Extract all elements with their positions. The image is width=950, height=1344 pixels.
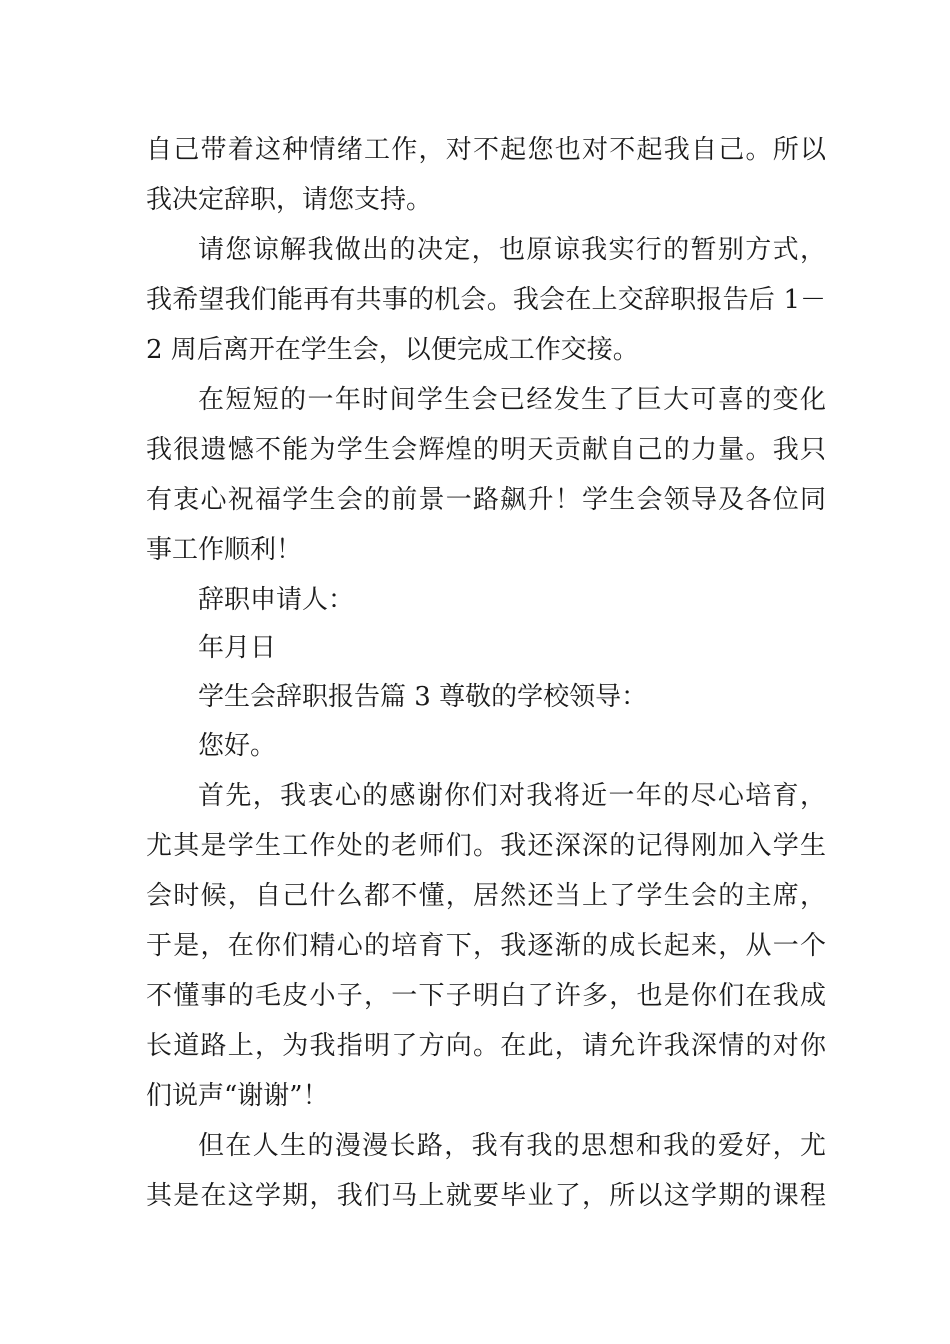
text-line: 有衷心祝福学生会的前景一路飙升！学生会领导及各位同	[146, 485, 826, 515]
text-line: 长道路上，为我指明了方向。在此，请允许我深情的对你	[146, 1031, 826, 1061]
text-line: 其是在这学期，我们马上就要毕业了，所以这学期的课程	[146, 1181, 826, 1211]
text-line: 学生会辞职报告篇 3 尊敬的学校领导：	[198, 682, 648, 712]
text-line: 但在人生的漫漫长路，我有我的思想和我的爱好，尤	[198, 1131, 826, 1161]
text-line: 辞职申请人：	[198, 585, 355, 615]
text-line: 在短短的一年时间学生会已经发生了巨大可喜的变化	[198, 385, 826, 415]
text-line: 于是，在你们精心的培育下，我逐渐的成长起来，从一个	[146, 931, 826, 961]
text-line: 自己带着这种情绪工作，对不起您也对不起我自己。所以	[146, 135, 826, 165]
text-line: 事工作顺利！	[146, 535, 303, 565]
text-line: 们说声“谢谢”！	[146, 1081, 329, 1111]
text-line: 首先，我衷心的感谢你们对我将近一年的尽心培育，	[198, 781, 826, 811]
text-line: 会时候，自己什么都不懂，居然还当上了学生会的主席，	[146, 881, 826, 911]
text-line: 我希望我们能再有共事的机会。我会在上交辞职报告后 1－	[146, 285, 826, 315]
text-line: 您好。	[198, 731, 277, 761]
text-line: 我很遗憾不能为学生会辉煌的明天贡献自己的力量。我只	[146, 435, 826, 465]
text-line: 年月日	[198, 633, 277, 663]
text-line: 我决定辞职，请您支持。	[146, 185, 433, 215]
text-line: 2 周后离开在学生会，以便完成工作交接。	[146, 335, 639, 365]
text-line: 请您谅解我做出的决定，也原谅我实行的暂别方式，	[198, 235, 826, 265]
text-line: 尤其是学生工作处的老师们。我还深深的记得刚加入学生	[146, 831, 826, 861]
text-line: 不懂事的毛皮小子，一下子明白了许多，也是你们在我成	[146, 981, 826, 1011]
